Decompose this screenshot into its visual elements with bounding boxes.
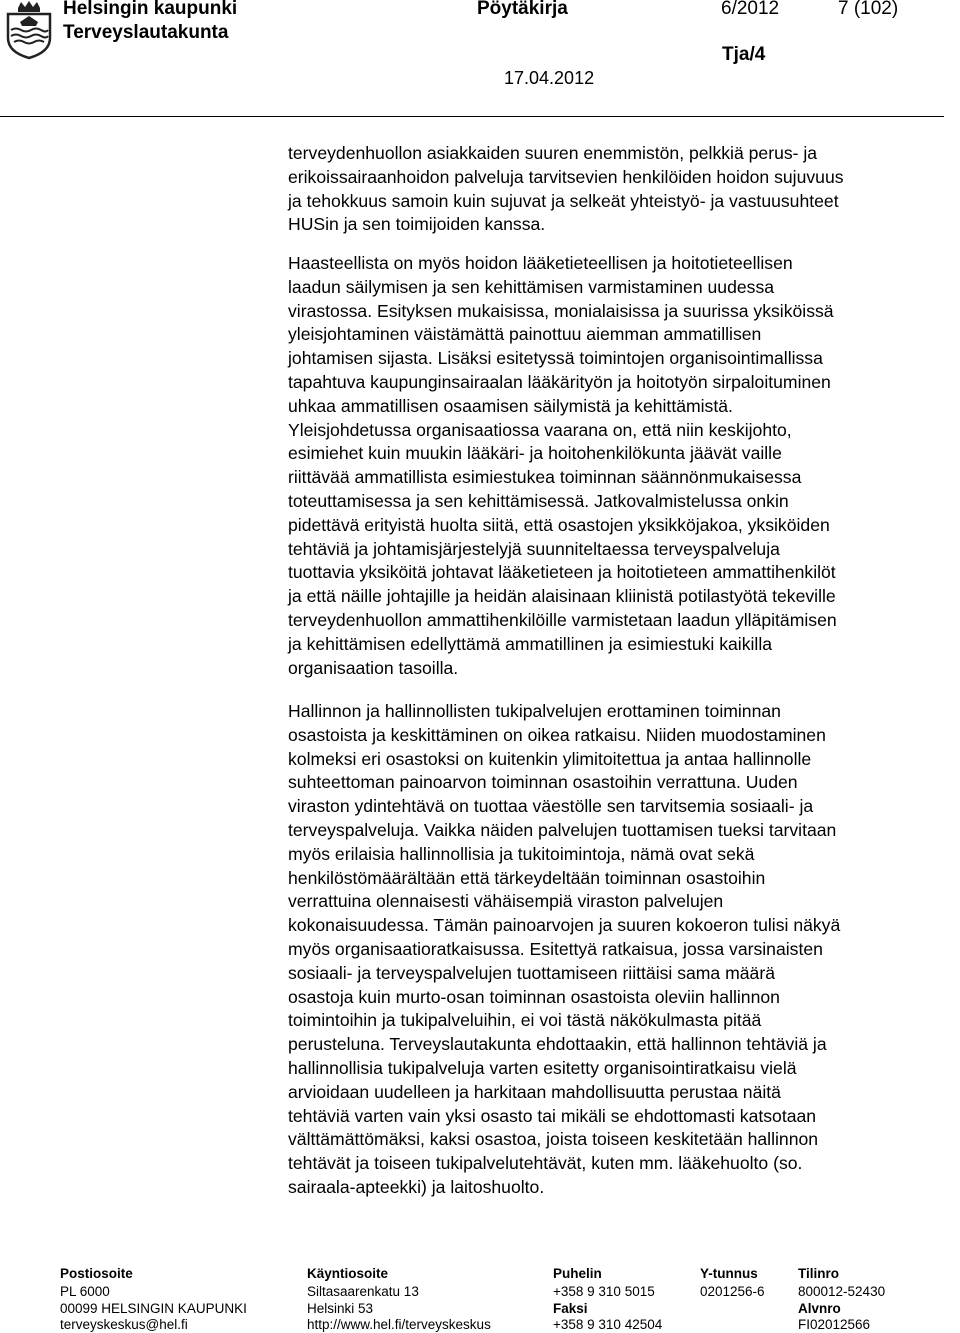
header-section: Tja/4 bbox=[722, 44, 766, 65]
text-line: verrattuina olennaisesti vähäisempiä viraston palvelujen bbox=[288, 891, 724, 912]
text-line: sairaala-apteekki) ja laitoshuolto. bbox=[288, 1176, 545, 1197]
header-body: Terveyslautakunta bbox=[63, 22, 229, 43]
text-line: osastoja kuin murto-osan toiminnan osastoista oleviin hallinnon bbox=[288, 986, 780, 1007]
text-line: ja että näille johtajille ja heidän alaisinaan kliinistä potilastyötä tekeville bbox=[288, 586, 836, 607]
text-line: toteuttamisessa ja sen kehittämisessä. Jatkovalmistelussa onkin bbox=[288, 490, 789, 511]
header-date: 17.04.2012 bbox=[504, 68, 595, 88]
text-line: arvioidaan uudelleen ja harkitaan mahdollisuutta perustaa näitä bbox=[288, 1081, 781, 1102]
paragraph bbox=[288, 700, 942, 1200]
text-line: välttämättömäksi, kaksi osastoa, joista toiseen keskitetään hallinnon bbox=[288, 1129, 819, 1150]
text-line: henkilöstömäärältään että tärkeydeltään toiminnan osastoihin bbox=[288, 867, 766, 888]
text-line: johtamisen sijasta. Lisäksi esitetyssä toimintojen organisointimallissa bbox=[288, 348, 823, 369]
header-page: 7 (102) bbox=[838, 0, 899, 19]
text-line: kolmeksi eri osastoksi on kuitenkin ylimitoitettua ja antaa hallinnolle bbox=[288, 748, 812, 769]
text-line: uhkaa ammatillisen osaamisen säilymistä ja kehittämistä. bbox=[288, 395, 733, 416]
text-line: toimintoihin ja tukipalveluihin, ei voi tästä näkökulmasta pitää bbox=[288, 1010, 762, 1031]
text-line: tehtäviä varten vain yksi osasto tai mikäli se ehdottomasti katsotaan bbox=[288, 1105, 817, 1126]
text-line: tuottavia yksiköitä johtavat lääketieteen ja hoitotieteen ammattihenkilöt bbox=[288, 562, 836, 583]
header-org: Helsingin kaupunki bbox=[63, 0, 238, 19]
text-line: esimiehet kuin muukin lääkäri- ja hoitohenkilökunta jäävät vaille bbox=[288, 443, 782, 464]
footer-postal-line: PL 6000 bbox=[60, 1284, 110, 1299]
text-line: riittävää ammatillista esimiestukea toiminnan säännönmukaisessa bbox=[288, 467, 802, 488]
text-line: kokonaisuudessa. Tämän painoarvojen ja suuren kokoeron tulisi näkyä bbox=[288, 915, 841, 936]
text-line: Yleisjohdetussa organisaatiossa vaarana on, että niin keskijohto, bbox=[288, 419, 792, 440]
footer-vat-number: FI02012566 bbox=[798, 1317, 871, 1332]
footer-email-link[interactable]: terveyskeskus@hel.fi bbox=[60, 1317, 188, 1332]
text-line: ja tehokkuus samoin kuin sujuvat ja selkeät yhteistyö- ja vastuusuhteet bbox=[288, 190, 839, 211]
text-line: perusteluna. Terveyslautakunta ehdottaakin, että hallinnon tehtäviä ja bbox=[288, 1034, 827, 1055]
text-line: organisaation tasoilla. bbox=[288, 657, 459, 678]
text-line: tehtäviä ja johtamisjärjestelyjä suunniteltaessa terveyspalveluja bbox=[288, 538, 780, 559]
text-line: myös erilaisia hallinnollisia ja tukitoimintoja, nämä ovat sekä bbox=[288, 843, 755, 864]
footer-fax-number: +358 9 310 42504 bbox=[553, 1317, 663, 1332]
text-line: ja kehittämisen edellyttämä ammatillinen ja esimiestuki kaikilla bbox=[288, 633, 773, 654]
paragraph bbox=[288, 142, 942, 237]
text-line: terveydenhuollon ammattihenkilöille varmistetaan laadun ylläpitämisen bbox=[288, 609, 837, 630]
paragraph bbox=[288, 252, 942, 680]
text-line: virastossa. Esityksen mukaisissa, monialaisissa ja suurissa yksiköissä bbox=[288, 300, 834, 321]
text-line: myös organisaatioratkaisussa. Esitettyä ratkaisua, jossa varsinaisten bbox=[288, 938, 823, 959]
header-divider bbox=[0, 116, 944, 117]
header-doc-type: Pöytäkirja bbox=[477, 0, 568, 19]
footer-visit-line: Helsinki 53 bbox=[307, 1301, 374, 1316]
footer-postal-heading: Postiosoite bbox=[60, 1266, 133, 1281]
header-issue: 6/2012 bbox=[721, 0, 780, 19]
footer-website-link[interactable]: http://www.hel.fi/terveyskeskus bbox=[307, 1317, 491, 1332]
footer-visit-line: Siltasaarenkatu 13 bbox=[307, 1284, 419, 1299]
text-line: laadun säilymisen ja sen kehittämisen varmistaminen uudessa bbox=[288, 276, 775, 297]
footer-vat-heading: Alvnro bbox=[798, 1301, 841, 1316]
text-line: osastoista ja keskittäminen on oikea ratkaisu. Niiden muodostaminen bbox=[288, 724, 826, 745]
footer-fax-heading: Faksi bbox=[553, 1301, 588, 1316]
text-line: Hallinnon ja hallinnollisten tukipalvelujen erottaminen toiminnan bbox=[288, 701, 781, 721]
text-line: erikoissairaanhoidon palveluja tarvitsevien henkilöiden hoidon sujuvuus bbox=[288, 166, 844, 187]
text-line: tehtävät ja toiseen tukipalvelutehtävät, kuten mm. lääkehuolto (so. bbox=[288, 1153, 803, 1174]
text-line: tapahtuva kaupunginsairaalan lääkärityön ja hoitotyön sirpaloituminen bbox=[288, 371, 831, 392]
footer-phone-number: +358 9 310 5015 bbox=[553, 1284, 655, 1299]
text-line: yleisjohtaminen väistämättä painottuu aiemman ammatillisen bbox=[288, 324, 762, 345]
text-line: terveydenhuollon asiakkaiden suuren enemmistön, pelkkiä perus- ja bbox=[288, 143, 818, 163]
footer-account-number: 800012-52430 bbox=[798, 1284, 886, 1299]
text-line: terveyspalveluja. Vaikka näiden palvelujen tuottamisen tueksi tarvitaan bbox=[288, 819, 837, 840]
text-line: Haasteellista on myös hoidon lääketieteellisen ja hoitotieteellisen bbox=[288, 253, 793, 273]
helsinki-crest-logo bbox=[4, 0, 54, 60]
footer-business-id: 0201256-6 bbox=[700, 1284, 765, 1299]
text-line: suhteettoman painoarvon toiminnan osastoihin verrattuna. Uuden bbox=[288, 772, 798, 793]
footer-business-id-heading: Y-tunnus bbox=[700, 1266, 758, 1281]
footer-account-heading: Tilinro bbox=[798, 1266, 840, 1281]
footer-postal-line: 00099 HELSINGIN KAUPUNKI bbox=[60, 1301, 247, 1316]
footer-visit-heading: Käyntiosoite bbox=[307, 1266, 389, 1281]
footer-phone-heading: Puhelin bbox=[553, 1266, 602, 1281]
text-line: sosiaali- ja terveyspalvelujen tuottamiseen riittäisi sama määrä bbox=[288, 962, 775, 983]
text-line: hallinnollisia tukipalveluja varten esitetty organisointiratkaisu vielä bbox=[288, 1057, 797, 1078]
text-line: HUSin ja sen toimijoiden kanssa. bbox=[288, 214, 546, 235]
text-line: viraston ydintehtävä on tuottaa väestölle sen tarvitsemia sosiaali- ja bbox=[288, 796, 814, 817]
text-line: pidettävä erityistä huolta siitä, että osastojen yksikköjakoa, yksiköiden bbox=[288, 514, 830, 535]
